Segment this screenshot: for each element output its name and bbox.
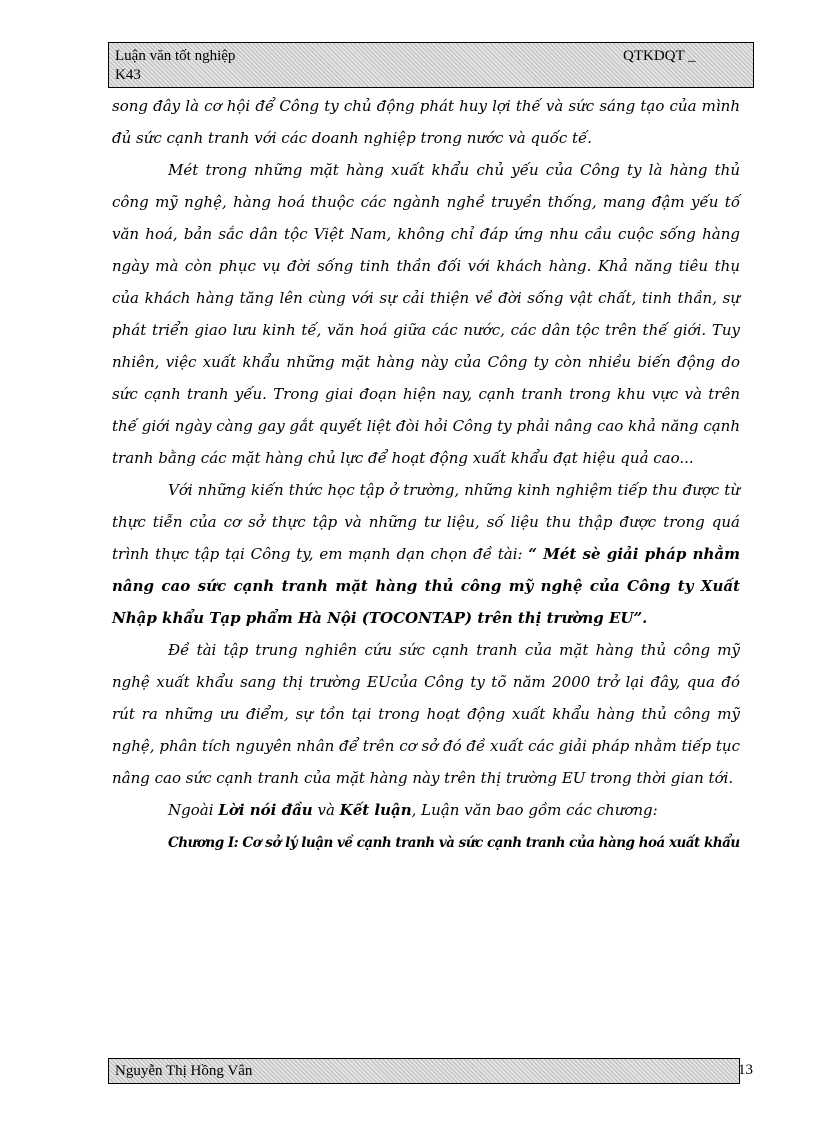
p5-a: Ngoài [168,801,219,819]
p5-c: và [312,801,340,819]
paragraph-4: Đề tài tập trung nghiên cứu sức cạnh tranh của mặt hàng thủ công mỹ nghệ xuất khẩu sang thị trường EUcủa Công ty tõ năm 2000 trở lại đây, qua đó rút ra những ưu điểm, sự tồn tại trong hoạt động xuất khẩu hàng thủ công mỹ nghệ, phân tích nguyên nhân để trên cơ sở đó đề xuất các giải pháp nhằm tiếp tục nâng cao sức cạnh tranh của mặt hàng này trên thị trường EU trong thời gian tới. [112,641,740,787]
document-body [112,90,740,859]
p5-e: , Luận văn bao gồm các chương: [411,801,658,819]
header-left [115,47,235,85]
thesis-title: Luận văn tốt nghiệp [115,48,236,64]
department-code: QTKDQT _ [623,48,696,64]
page-header [108,42,754,88]
class-code: K43 [115,67,141,83]
paragraph-3-intro: Với những kiến thức học tập ở trường, những kinh nghiệm tiếp thu được từ thực tiễn của cơ sở thực tập và những tư liệu, số liệu thu thập được trong quá trình thực tập tại Công ty, em mạnh dạn chọn đề tài: [112,481,740,563]
chapter-1-title: Chương I: Cơ sở lý luận về cạnh tranh và sức cạnh tranh của hàng hoá xuất khẩu [168,835,740,851]
paragraph-3 [112,474,740,634]
author-name: Nguyễn Thị Hồng Vân [115,1063,253,1079]
chapter-1-heading [112,826,740,859]
thesis-topic: “ Mét sè giải pháp nhằm nâng cao sức cạnh tranh mặt hàng thủ công mỹ nghệ của Công ty Xuất Nhập khẩu Tạp phẩm Hà Nội (TOCONTAP) trên thị trường EU”. [112,545,740,627]
paragraph-2: Mét trong những mặt hàng xuất khẩu chủ yếu của Công ty là hàng thủ công mỹ nghệ, hàng hoá thuộc các ngành nghề truyền thống, mang đậm yếu tố văn hoá, bản sắc dân tộc Việt Nam, không chỉ đáp ứng nhu cầu cuộc sống hàng ngày mà còn phục vụ đời sống tinh thần đối với khách hàng. Khả năng tiêu thụ của khách hàng tăng lên cùng với sự cải thiện về đời sống vật chất, tinh thần, sự phát triển giao lưu kinh tế, văn hoá giữa các nước, các dân tộc trên thế giới. Tuy nhiên, việc xuất khẩu những mặt hàng này của Công ty còn nhiều biến động do sức cạnh tranh yếu. Trong giai đoạn hiện nay, cạnh tranh trong khu vực và trên thế giới ngày càng gay gắt quyết liệt đòi hỏi Công ty phải nâng cao khả năng cạnh tranh bằng các mặt hàng chủ lực để hoạt động xuất khẩu đạt hiệu quả cao... [112,161,740,467]
paragraph-1: song đây là cơ hội để Công ty chủ động phát huy lợi thế và sức sáng tạo của mình đủ sức cạnh tranh với các doanh nghiệp trong nước và quốc tế. [112,97,740,147]
page-footer [108,1058,740,1084]
paragraph-5 [112,794,740,826]
page-number: 13 [738,1062,753,1078]
p5-preface: Lời nói đầu [218,801,313,819]
p5-conclusion: Kết luận [339,801,412,819]
